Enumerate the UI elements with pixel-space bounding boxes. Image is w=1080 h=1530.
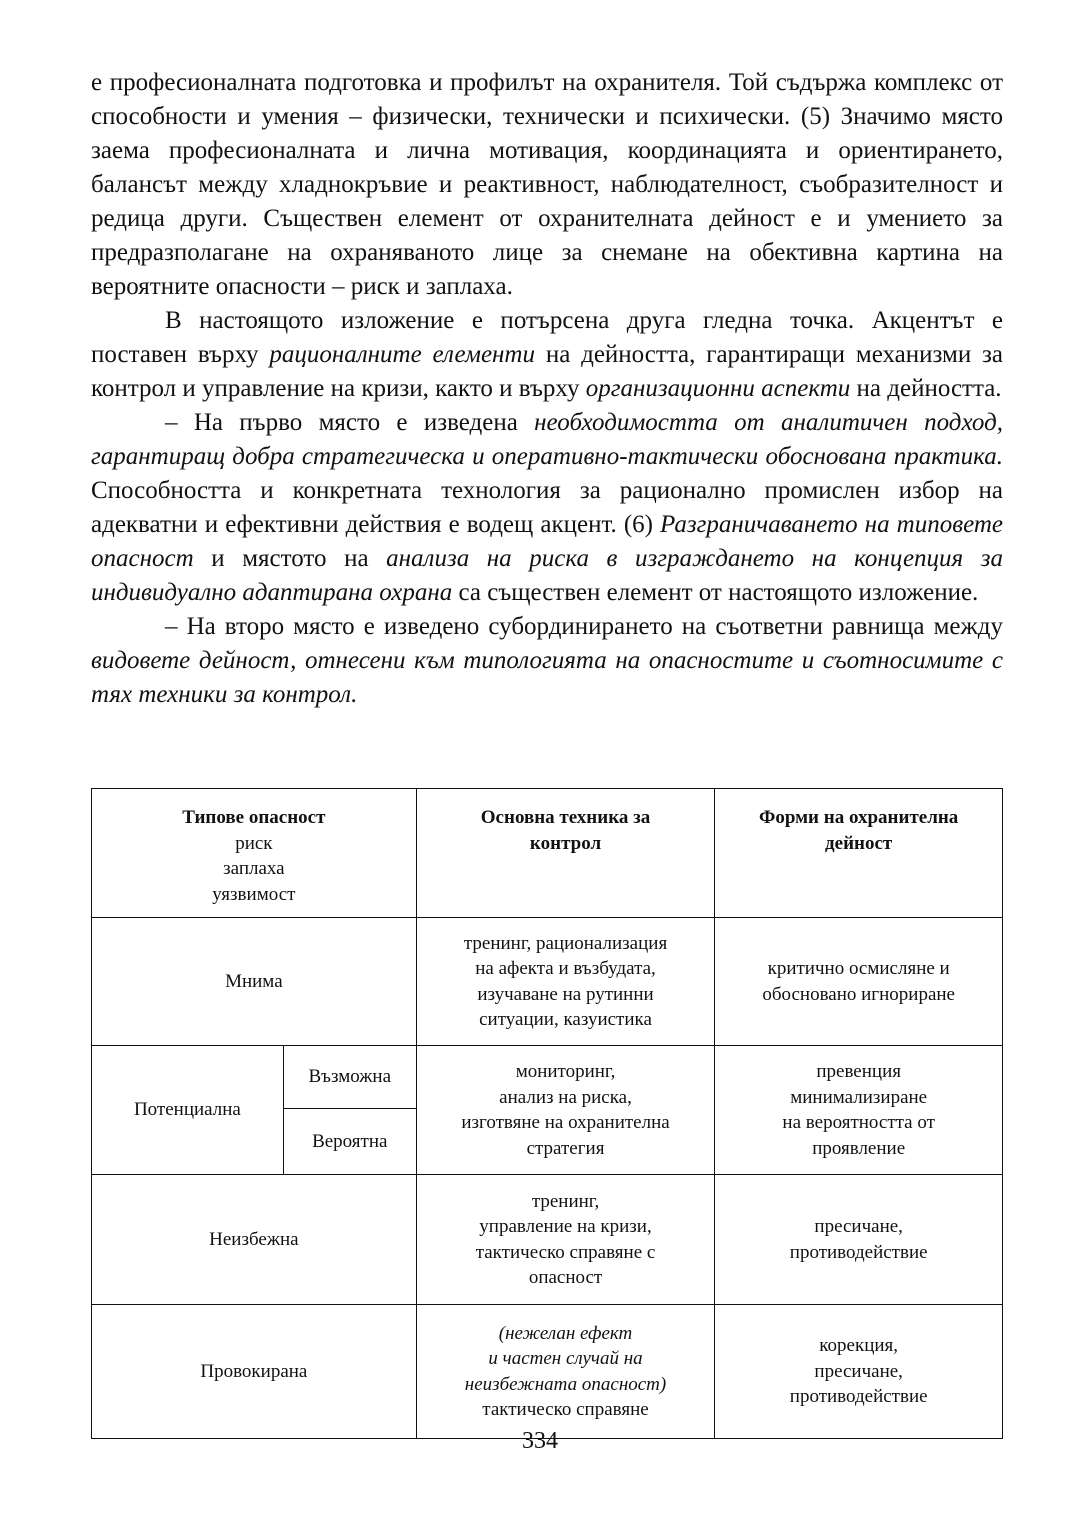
header-danger-types: Типове опасност риск заплаха уязвимост xyxy=(92,789,417,918)
forms-cell: пресичане, противодействие xyxy=(715,1175,1003,1305)
danger-types-table xyxy=(91,788,1003,1439)
type-cell: Потенциална xyxy=(92,1046,284,1175)
table-row xyxy=(92,918,1003,1046)
forms-cell: критично осмисляне и обосновано игнориране xyxy=(715,918,1003,1046)
header-security-forms: Форми на охранителна дейност xyxy=(715,789,1003,918)
header-control-technique: Основна техника за контрол xyxy=(416,789,715,918)
type-cell: Провокирана xyxy=(92,1305,417,1439)
page-number: 334 xyxy=(522,1428,558,1454)
technique-cell: мониторинг, анализ на риска, изготвяне на охранителна стратегия xyxy=(416,1046,715,1175)
technique-cell: тренинг, рационализация на афекта и възбудата, изучаване на рутинни ситуации, казуистика xyxy=(416,918,715,1046)
forms-cell: превенция минимализиране на вероятността от проявление xyxy=(715,1046,1003,1175)
forms-cell: корекция, пресичане, противодействие xyxy=(715,1305,1003,1439)
table-header-row xyxy=(92,789,1003,918)
page-body xyxy=(91,66,1003,712)
type-cell: Мнима xyxy=(92,918,417,1046)
technique-cell: (нежелан ефект и частен случай на неизбежната опасност) тактическо справяне xyxy=(416,1305,715,1439)
type-cell: Неизбежна xyxy=(92,1175,417,1305)
paragraph-3: – На първо място е изведена необходимостта от аналитичен подход, гарантиращ добра стратегическа и оперативно-тактически обоснована практика. Способността и конкретната технология за рационално промислен избор на адекватни и ефективни действия е водещ акцент. (6) Разграничаването на типовете опасност и мястото на анализа на риска в изграждането на концепция за индивидуално адаптирана охрана са съществен елемент от настоящото изложение. xyxy=(91,409,1003,606)
table-row xyxy=(92,1175,1003,1305)
paragraph-1: е професионалната подготовка и профилът на охранителя. Той съдържа комплекс от способности и умения – физически, технически и психически. (5) Значимо място заема професионалната и лична мотивация, координацията и ориентирането, балансът между хладнокръвие и реактивност, наблюдателност, съобразителност и редица други. Съществен елемент от охранителната дейност е и умението за предразполагане на охраняваното лице за снемане на обективна картина на вероятните опасности – риск и заплаха. xyxy=(91,69,1003,300)
paragraph-2: В настоящото изложение е потърсена друга гледна точка. Акцентът е поставен върху рационалните елементи на дейността, гарантиращи механизми за контрол и управление на кризи, както и върху организационни аспекти на дейността. xyxy=(91,307,1003,402)
subtype-cell: Вероятна xyxy=(283,1109,416,1175)
body-text xyxy=(91,66,1003,712)
technique-cell: тренинг, управление на кризи, тактическо справяне с опасност xyxy=(416,1175,715,1305)
subtype-cell: Възможна xyxy=(283,1046,416,1109)
table-row xyxy=(92,1305,1003,1439)
paragraph-4: – На второ място е изведено субординирането на съответни равнища между видовете дейност, отнесени към типологията на опасностите и съотносимите с тях техники за контрол. xyxy=(91,613,1003,708)
table-row xyxy=(92,1046,1003,1109)
